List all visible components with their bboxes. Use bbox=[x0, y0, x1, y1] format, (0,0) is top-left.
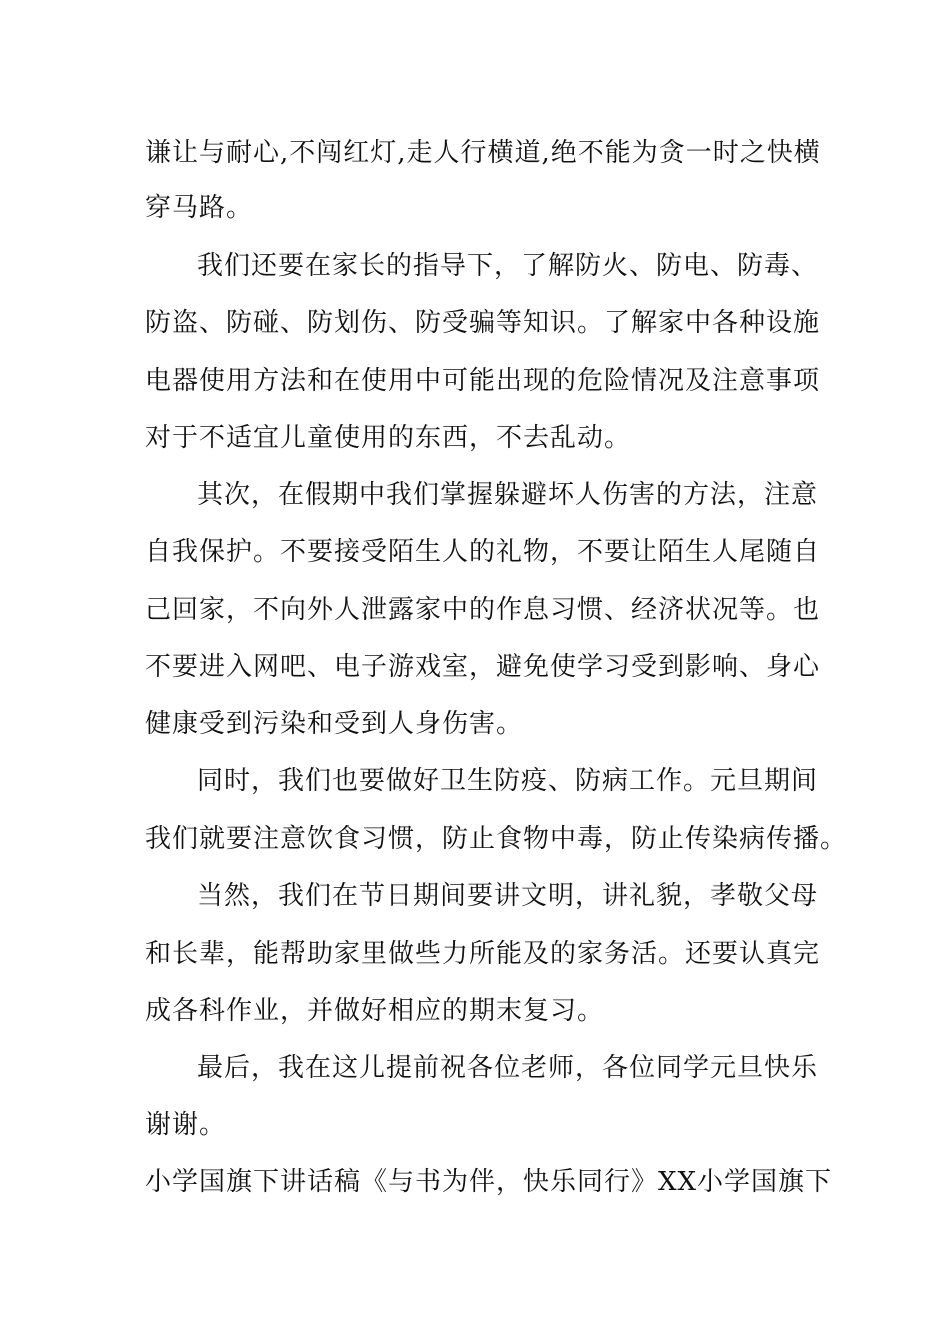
paragraph-line: 我们还要在家长的指导下，了解防火、防电、防毒、 bbox=[197, 251, 819, 281]
text-line: 穿马路。 bbox=[145, 193, 254, 223]
text-line: 谢谢。 bbox=[145, 1110, 227, 1140]
text-line: 我们就要注意饮食习惯，防止食物中毒，防止传染病传播。 bbox=[145, 824, 848, 854]
paragraph-line: 当然，我们在节日期间要讲文明，讲礼貌，孝敬父母 bbox=[197, 881, 819, 911]
text-line: 自我保护。不要接受陌生人的礼物，不要让陌生人尾随自 bbox=[145, 537, 821, 567]
text-line: 和长辈，能帮助家里做些力所能及的家务活。还要认真完 bbox=[145, 939, 821, 969]
document-page bbox=[145, 0, 848, 1344]
paragraph-line: 最后，我在这儿提前祝各位老师，各位同学元旦快乐 bbox=[197, 1053, 819, 1083]
text-line: 对于不适宜儿童使用的东西，不去乱动。 bbox=[145, 423, 632, 453]
text-line: 小学国旗下讲话稿《与书为伴，快乐同行》XX小学国旗下 bbox=[145, 1167, 833, 1197]
paragraph-line: 同时，我们也要做好卫生防疫、防病工作。元旦期间 bbox=[197, 766, 819, 796]
text-line: 电器使用方法和在使用中可能出现的危险情况及注意事项 bbox=[145, 366, 821, 396]
text-line: 不要进入网吧、电子游戏室，避免使学习受到影响、身心 bbox=[145, 652, 821, 682]
text-line: 防盗、防碰、防划伤、防受骗等知识。了解家中各种设施 bbox=[145, 308, 821, 338]
paragraph-line: 其次，在假期中我们掌握躲避坏人伤害的方法，注意 bbox=[197, 480, 819, 510]
text-line: 己回家，不向外人泄露家中的作息习惯、经济状况等。也 bbox=[145, 595, 821, 625]
text-line: 健康受到污染和受到人身伤害。 bbox=[145, 709, 524, 739]
text-line: 成各科作业，并做好相应的期末复习。 bbox=[145, 996, 605, 1026]
text-line: 谦让与耐心,不闯红灯,走人行横道,绝不能为贪一时之快横 bbox=[145, 138, 821, 168]
